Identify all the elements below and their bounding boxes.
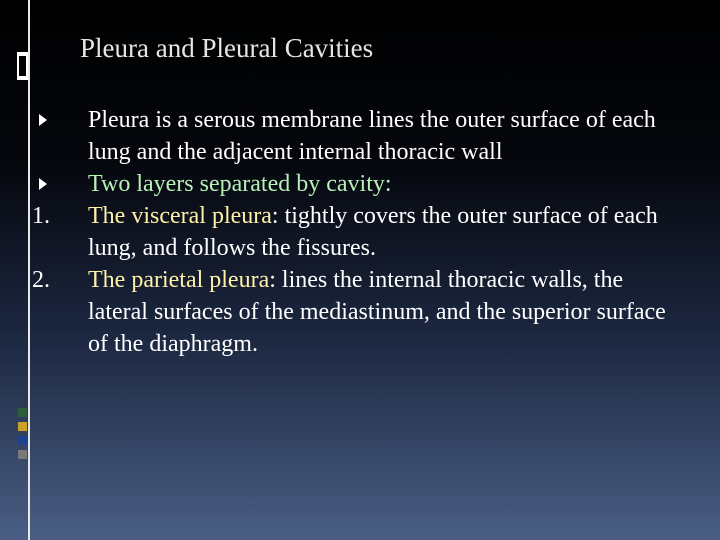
numbered-item: [32, 200, 672, 264]
list-number: 2.: [32, 267, 50, 293]
accent-square-blue: [18, 436, 27, 445]
numbered-text: : tightly covers the outer surface of each lung, and follows the fissures.: [88, 203, 658, 261]
bullet-item: [32, 168, 672, 200]
accent-square-green: [18, 408, 27, 417]
numbered-item: [32, 264, 672, 360]
slide-body: [32, 104, 672, 360]
list-number: 1.: [32, 203, 50, 229]
slide-title: Pleura and Pleural Cavities: [80, 33, 374, 63]
bullet-item: [32, 104, 672, 168]
bullet-text: Two layers separated by cavity:: [88, 171, 392, 197]
accent-square-gold: [18, 422, 27, 431]
term-parietal-pleura: The parietal pleura: [88, 267, 270, 293]
numbered-text: : lines the internal thoracic walls, the lateral surfaces of the mediastinum, and the superior surface of the diaphragm.: [88, 267, 666, 357]
left-vertical-rule: [28, 0, 30, 540]
bullet-icon: [35, 105, 51, 135]
title-accent-block: [17, 52, 28, 80]
accent-square-gray: [18, 450, 27, 459]
term-visceral-pleura: The visceral pleura: [88, 203, 272, 229]
bullet-text: Pleura is a serous membrane lines the outer surface of each lung and the adjacent internal thoracic wall: [88, 107, 656, 165]
bullet-icon: [35, 169, 51, 199]
